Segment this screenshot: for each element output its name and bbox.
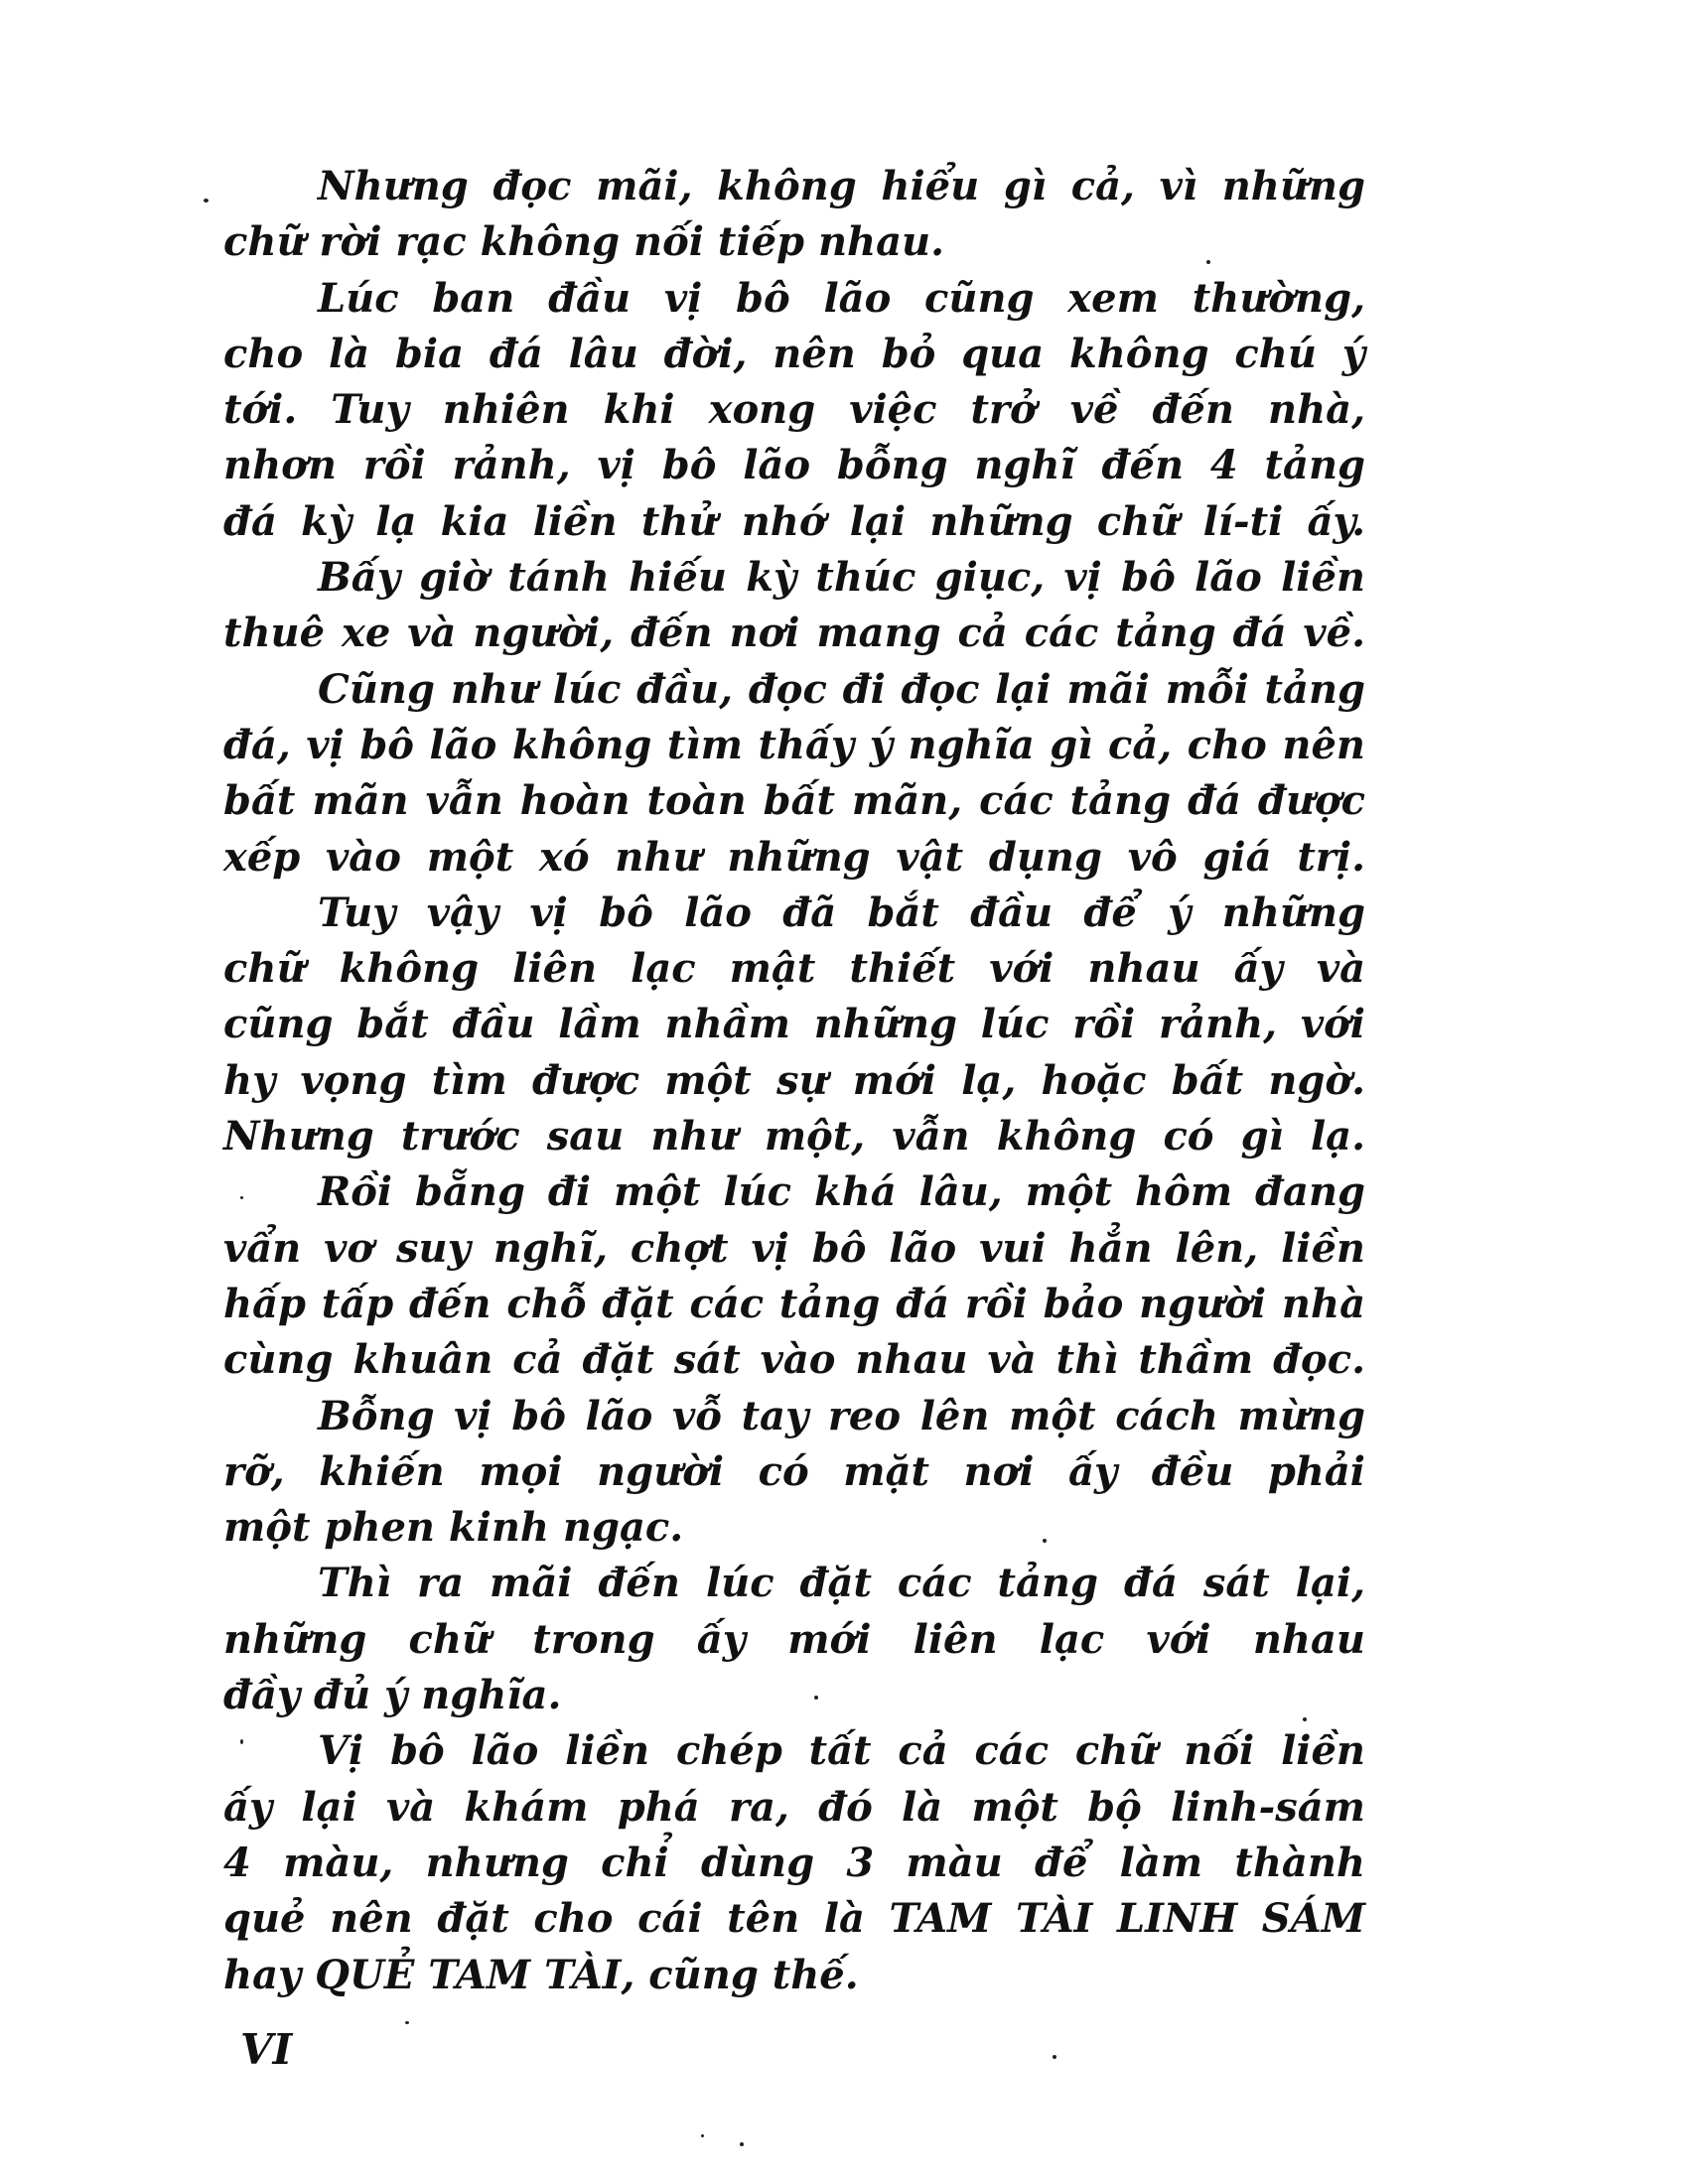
text-line: rỡ, khiến mọi người có mặt nơi ấy đều phải [223,1447,1365,1495]
text-line: cho là bia đá lâu đời, nên bỏ qua không chú ý [223,330,1365,377]
text-line: cũng bắt đầu lầm nhầm những lúc rồi rảnh, với [223,1001,1365,1048]
page-number: VI [240,2025,293,2074]
text-line: bất mãn vẫn hoàn toàn bất mãn, các tảng đá được [223,777,1365,825]
text-line: đá, vị bô lão không tìm thấy ý nghĩa gì cả, cho nên [223,721,1365,768]
text-line: xếp vào một xó như những vật dụng vô giá trị. [223,833,1365,881]
text-line: Lúc ban đầu vị bô lão cũng xem thường, [318,274,1365,322]
text-line: Rồi bẵng đi một lúc khá lâu, một hôm đang [318,1168,1365,1216]
text-line: Vị bô lão liền chép tất cả các chữ nối liền [318,1727,1365,1775]
ink-speck [240,1739,243,1744]
text-line: chữ không liên lạc mật thiết với nhau ấy và [223,945,1365,993]
body-text [223,159,1365,2003]
text-line: Bấy giờ tánh hiếu kỳ thúc giục, vị bô lão liền [318,554,1365,602]
text-line: cùng khuân cả đặt sát vào nhau và thì thầm đọc. [223,1336,1365,1384]
ink-speck [240,1196,243,1199]
ink-speck [701,2134,704,2137]
text-line: Tuy vậy vị bô lão đã bắt đầu để ý những [318,888,1365,936]
text-line: đá kỳ lạ kia liền thử nhớ lại những chữ lí-ti ấy. [223,497,1365,545]
text-line: chữ rời rạc không nối tiếp nhau. [223,218,945,266]
text-line: 4 màu, nhưng chỉ dùng 3 màu để làm thành [223,1839,1365,1886]
text-line: đầy đủ ý nghĩa. [223,1672,562,1719]
text-line: Nhưng đọc mãi, không hiểu gì cả, vì những [318,163,1365,209]
text-line: những chữ trong ấy mới liên lạc với nhau [223,1615,1365,1663]
text-line: vẩn vơ suy nghĩ, chợt vị bô lão vui hẳn lên, liền [223,1224,1365,1272]
text-line: quẻ nên đặt cho cái tên là TAM TÀI LINH SÁM [223,1895,1365,1943]
ink-speck [1206,260,1210,264]
ink-speck [204,199,209,203]
text-line: Thì ra mãi đến lúc đặt các tảng đá sát lại, [318,1560,1365,1607]
text-line: một phen kinh ngạc. [223,1504,684,1552]
text-line: hy vọng tìm được một sự mới lạ, hoặc bất ngờ. [223,1056,1365,1104]
ink-speck [740,2142,744,2146]
text-line: thuê xe và người, đến nơi mang cả các tảng đá về. [223,610,1365,657]
ink-speck [1043,1539,1047,1543]
text-line: nhơn rồi rảnh, vị bô lão bỗng nghĩ đến 4 tảng [223,442,1365,489]
text-line: tới. Tuy nhiên khi xong việc trở về đến nhà, [223,386,1365,434]
text-line: hay QUẺ TAM TÀI, cũng thế. [223,1951,859,1998]
ink-speck [405,2021,409,2024]
text-line: hấp tấp đến chỗ đặt các tảng đá rồi bảo người nhà [223,1280,1365,1327]
text-line: Cũng như lúc đầu, đọc đi đọc lại mãi mỗi tảng [318,665,1365,713]
text-line: Bỗng vị bô lão vỗ tay reo lên một cách mừng [318,1392,1365,1439]
ink-speck [814,1696,818,1700]
text-line: ấy lại và khám phá ra, đó là một bộ linh-sám [223,1783,1365,1831]
ink-speck [1053,2055,1056,2059]
ink-speck [1303,1717,1307,1721]
text-line: Nhưng trước sau như một, vẫn không có gì lạ. [223,1113,1365,1160]
